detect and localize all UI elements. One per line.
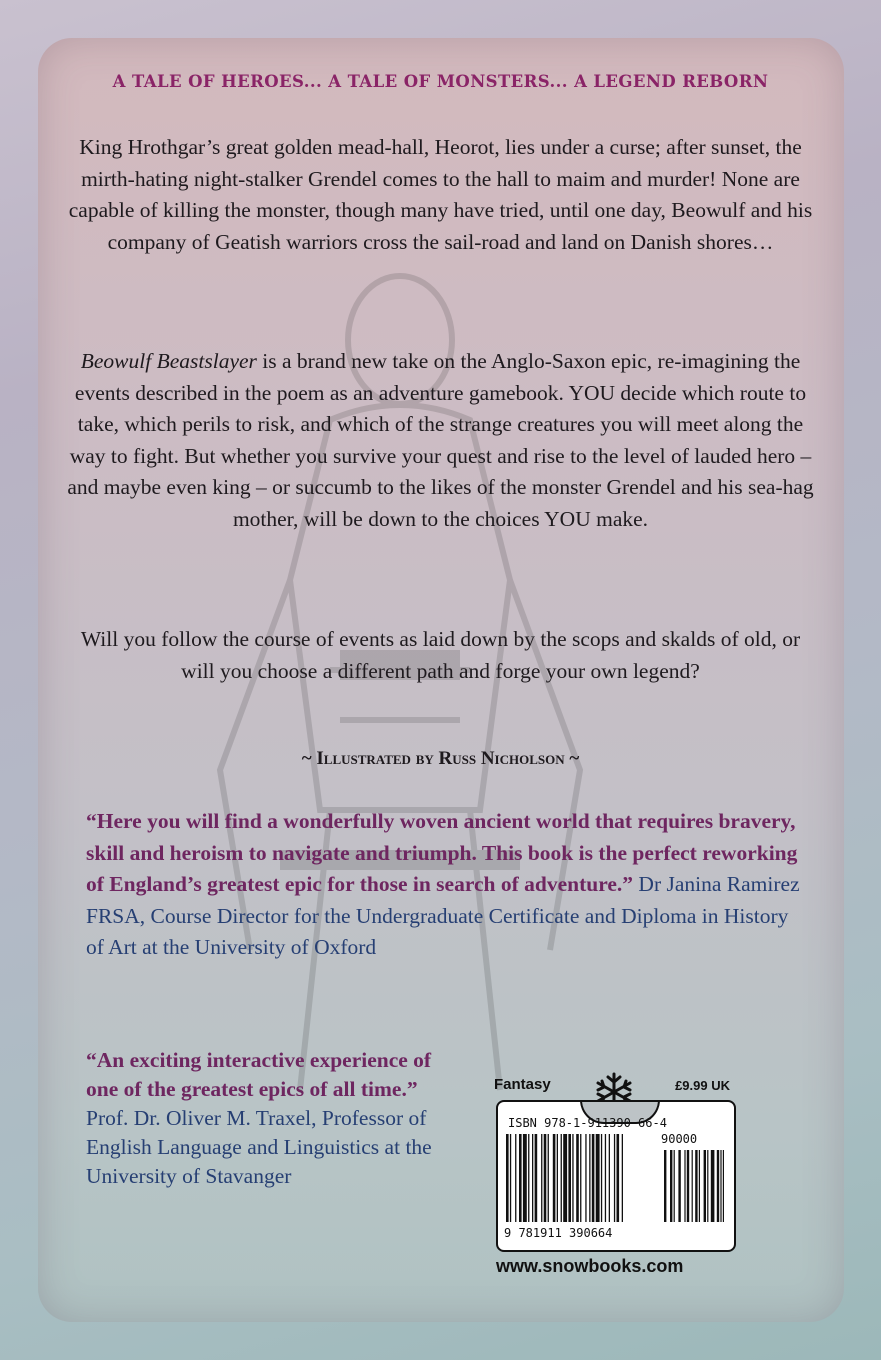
barcode-stripe: [605, 1134, 606, 1222]
barcode-stripe: [580, 1134, 581, 1222]
review-quote-2: [86, 1046, 446, 1191]
blurb-paragraph-2-text: is a brand new take on the Anglo-Saxon epic, re-imagining the events described in the poem as an adventure gamebook. YOU decide which route to take, which perils to risk, and which of the strange creatures you will meet along the way to fight. But whether you survive your quest and rise to the level of lauded hero – and maybe even king – or succumb to the likes of the monster Grendel and his sea-hag mother, will be down to the choices YOU make.: [67, 349, 814, 531]
review-quote-1-attribution: Dr Janina Ramirez FRSA, Course Director for the Undergraduate Certificate and Diploma in History of Art at the University of Oxford: [86, 872, 800, 959]
addon-stripe: [670, 1150, 672, 1222]
genre-label: Fantasy: [494, 1076, 551, 1093]
barcode-stripe: [515, 1134, 516, 1222]
barcode-stripe: [553, 1134, 556, 1222]
illustrator-credit: ~ Illustrated by Russ Nicholson ~: [301, 748, 580, 769]
addon-stripe: [704, 1150, 706, 1222]
barcode-stripe: [622, 1134, 623, 1222]
barcode-stripe: [572, 1134, 573, 1222]
blurb-paragraph-1: King Hrothgar’s great golden mead-hall, Heorot, lies under a curse; after sunset, the mirth-hating night-stalker Grendel comes to the hall to maim and murder! None are capable of killing the monster, though many have tried, until one day, Beowulf and his company of Geatish warriors cross the sail-road and land on Danish shores…: [68, 135, 813, 254]
barcode-stripe: [506, 1134, 509, 1222]
barcode-number: 9 781911 390664: [504, 1226, 613, 1240]
barcode-stripe: [541, 1134, 542, 1222]
addon-stripe: [664, 1150, 666, 1222]
barcode-stripe: [614, 1134, 615, 1222]
barcode-stripe: [561, 1134, 562, 1222]
review-quote-2-text: “An exciting interactive experience of one of the greatest epics of all time.”: [86, 1048, 432, 1101]
review-quote-1: [86, 806, 801, 964]
barcode-stripe: [592, 1134, 595, 1222]
barcode-stripe: [585, 1134, 586, 1222]
addon-stripe: [707, 1150, 708, 1222]
review-quote-2-attribution: Prof. Dr. Oliver M. Traxel, Professor of English Language and Linguistics at the University of Stavanger: [86, 1106, 432, 1188]
barcode-stripe: [544, 1134, 547, 1222]
barcode-stripe: [563, 1134, 567, 1222]
barcode-stripe: [609, 1134, 610, 1222]
barcode-stripe: [532, 1134, 533, 1222]
barcode-bars: [506, 1134, 726, 1226]
review-quote-1-text: “Here you will find a wonderfully woven ancient world that requires bravery, skill and heroism to navigate and triumph. This book is the perfect reworking of England’s greatest epic for those in search of adventure.”: [86, 809, 798, 896]
barcode-block: [494, 1072, 744, 1284]
price-addon-code: 90000: [661, 1132, 698, 1146]
barcode-stripe: [576, 1134, 579, 1222]
tagline: A TALE OF HEROES... A TALE OF MONSTERS... A LEGEND REBORN: [112, 72, 769, 91]
price-label: £9.99 UK: [675, 1078, 730, 1093]
barcode-stripe: [557, 1134, 558, 1222]
addon-stripe: [723, 1150, 724, 1222]
addon-stripe: [692, 1150, 693, 1222]
barcode-stripe: [523, 1134, 527, 1222]
blurb-paragraph-3: Will you follow the course of events as laid down by the scops and skalds of old, or will you choose a different path and forge your own legend?: [80, 627, 801, 683]
addon-stripe: [687, 1150, 689, 1222]
barcode-box: [496, 1100, 736, 1252]
barcode-stripe: [568, 1134, 571, 1222]
barcode-stripe: [519, 1134, 522, 1222]
barcode-stripe: [548, 1134, 549, 1222]
barcode-stripe: [617, 1134, 620, 1222]
addon-stripe: [684, 1150, 685, 1222]
barcode-stripe: [601, 1134, 602, 1222]
addon-stripe: [678, 1150, 680, 1222]
book-title: Beowulf Beastslayer: [80, 349, 257, 373]
isbn-text: ISBN 978-1-911390-66-4: [508, 1116, 667, 1130]
blurb-paragraph-2: [66, 346, 815, 535]
barcode-stripe: [596, 1134, 600, 1222]
addon-stripe: [674, 1150, 675, 1222]
barcode-stripe: [510, 1134, 511, 1222]
barcode-stripe: [589, 1134, 590, 1222]
addon-stripe: [720, 1150, 721, 1222]
addon-stripe: [717, 1150, 719, 1222]
barcode-stripe: [535, 1134, 538, 1222]
addon-stripe: [695, 1150, 697, 1222]
barcode-stripe: [528, 1134, 529, 1222]
addon-stripe: [711, 1150, 715, 1222]
addon-stripe: [699, 1150, 700, 1222]
publisher-url: www.snowbooks.com: [496, 1256, 684, 1276]
